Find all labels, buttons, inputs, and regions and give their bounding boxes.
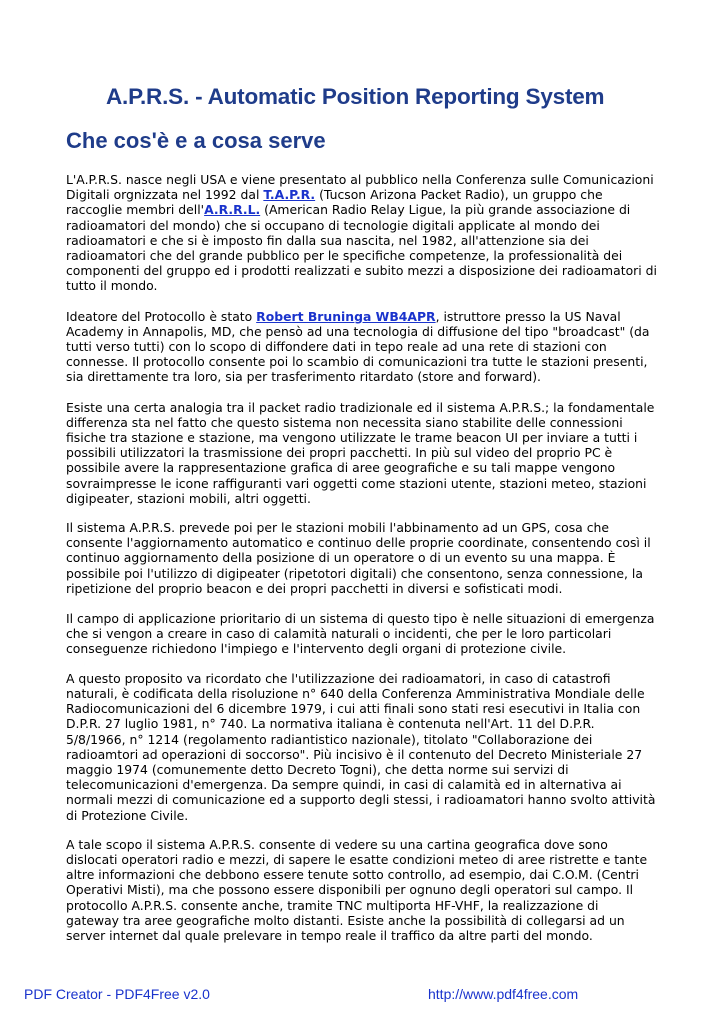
text-line: sovraimpresse le icone raffiguranti vari oggetti come stazioni utente, stazioni meteo, stazioni <box>66 475 647 491</box>
paragraph-6 <box>66 671 656 823</box>
text-line: digipeater, stazioni mobili, altri oggetti. <box>66 490 311 506</box>
text-line: ripetizione del proprio beacon e dei propri pacchetti in diversi e sofisticati modi. <box>66 580 563 596</box>
text-line: Esiste una certa analogia tra il packet radio tradizionale ed il sistema A.P.R.S.; la fondamentale <box>66 399 655 415</box>
footer-creator-link[interactable]: PDF Creator - PDF4Free v2.0 <box>24 986 210 1002</box>
document-page <box>66 84 656 943</box>
text-line: che si vengon a creare in caso di calamità naturali o incidenti, che per le loro particolari <box>66 626 612 642</box>
text-line: Academy in Annapolis, MD, che pensò ad una tecnologia di diffusione del tipo "broadcast" (da <box>66 323 650 339</box>
text-line: protocollo A.P.R.S. consente anche, tramite TNC multiporta HF-VHF, la realizzazione di <box>66 897 599 913</box>
text-line: consente l'aggiornamento automatico e continuo delle proprie coordinate, consentendo così il <box>66 535 651 551</box>
text-line: Operativi Misti), ma che possono essere disponibili per ognuno degli operatori sul campo. Il <box>66 882 634 898</box>
text-span: (Tucson Arizona Packet Radio), un gruppo che <box>315 187 603 203</box>
text-line <box>66 202 656 217</box>
text-span: (American Radio Relay Ligue, la più grande associazione di <box>260 202 631 218</box>
text-line: radioamatori del mondo) che si occupano di tecnologie digitali applicate al mondo dei <box>66 217 600 233</box>
text-line: tutti verso tutti) con lo scopo di diffondere dati in tepo reale ad una rete di stazioni con <box>66 339 607 355</box>
text-line: server internet dal quale prelevare in tempo reale il traffico da altre parti del mondo. <box>66 927 593 943</box>
footer-url-link[interactable]: http://www.pdf4free.com <box>428 986 579 1002</box>
text-line: differenza sta nel fatto che questo sistema non necessita siano stabilite delle connessioni <box>66 414 623 430</box>
text-line: Radiocomunicazioni del 6 dicembre 1979, i cui atti finali sono stati resi esecutivi in Italia con <box>66 701 641 717</box>
text-line: naturali, è codificata della risoluzione n° 640 della Conferenza Amministrativa Mondiale delle <box>66 685 645 701</box>
text-line: L'A.P.R.S. nasce negli USA e viene presentato al pubblico nella Conferenza sulle Comunicazioni <box>66 172 654 187</box>
text-line: Il sistema A.P.R.S. prevede poi per le stazioni mobili l'abbinamento ad un GPS, cosa che <box>66 520 610 536</box>
bruninga-link[interactable]: Robert Bruninga WB4APR <box>256 308 436 324</box>
paragraph-5 <box>66 611 656 657</box>
text-line: radioamatori che del grande pubblico per le specifiche competenze, la professionalità dei <box>66 248 623 264</box>
text-line: altre informazioni che debbono essere tenute sotto controllo, ad esempio, dai C.O.M. (Centri <box>66 867 639 883</box>
text-line: possibile avere la rappresentazione grafica di aree geografiche e su tali mappe vengono <box>66 460 616 476</box>
paragraph-7 <box>66 837 656 943</box>
text-line: di Protezione Civile. <box>66 807 189 823</box>
text-line: 5/8/1966, n° 1214 (regolamento radiantistico nazionale), titolato "Collaborazione dei <box>66 731 593 747</box>
text-line: connesse. Il protocollo consente poi lo scambio di comunicazioni tra tutte le stazioni presenti, <box>66 354 648 370</box>
text-span: Digitali orgnizzata nel 1992 dal <box>66 187 264 203</box>
page-title: A.P.R.S. - Automatic Position Reporting System <box>106 84 605 109</box>
paragraph-3 <box>66 400 656 506</box>
text-line: conseguenze richiedono l'impiego e l'intervento degli organi di protezione civile. <box>66 641 567 657</box>
tapr-link[interactable]: T.A.P.R. <box>263 187 316 203</box>
paragraph-2 <box>66 309 656 385</box>
text-line: A tale scopo il sistema A.P.R.S. consente di vedere su una cartina geografica dove sono <box>66 836 608 852</box>
paragraph-1 <box>66 172 656 294</box>
text-line: possibili utilizzatori la trasmissione dei propri pacchetti. In più sul video del proprio PC è <box>66 445 613 461</box>
text-span: Ideatore del Protocollo è stato <box>66 308 257 324</box>
text-line: A questo proposito va ricordato che l'utilizzazione dei radioamatori, in caso di catastrofi <box>66 670 611 686</box>
text-line: gateway tra aree geografiche molto distanti. Esiste anche la possibilità di collegarsi ad un <box>66 912 625 928</box>
text-line: componenti del gruppo ed i prodotti realizzati e subito mezzi a disposizione dei radioamatori di <box>66 263 657 279</box>
text-line: normali mezzi di comunicazione ed a supporto degli stessi, i radioamatori hanno svolto attività <box>66 792 656 808</box>
text-line: Il campo di applicazione prioritario di un sistema di questo tipo è nelle situazioni di emergenza <box>66 611 655 627</box>
text-line <box>66 309 656 324</box>
text-line: continuo aggiornamento della posizione di un operatore o di un evento su una mappa. È <box>66 550 616 566</box>
text-line: radioamtori ad operazioni di soccorso". Più incisivo è il contenuto del Decreto Ministeriale 27 <box>66 746 643 762</box>
text-line: radioamatori e che si è imposto fin dalla sua nascita, nel 1982, all'attenzione sia dei <box>66 232 589 248</box>
text-span: raccoglie membri dell' <box>66 202 205 218</box>
text-line <box>66 187 656 202</box>
text-line: tutto il mondo. <box>66 278 158 294</box>
text-line: D.P.R. 27 luglio 1981, n° 740. La normativa italiana è contenuta nell'Art. 11 del D.P.R. <box>66 716 595 732</box>
text-span: , istruttore presso la US Naval <box>435 308 621 324</box>
paragraph-4 <box>66 520 656 596</box>
text-line: fisiche tra stazione e stazione, ma vengono utilizzate le trame beacon UI per inviare a tutti i <box>66 430 638 446</box>
text-line: sia direttamente tra loro, sia per trasferimento ritardato (store and forward). <box>66 369 541 385</box>
section-heading: Che cos'è e a cosa serve <box>66 128 326 153</box>
text-line: maggio 1974 (comunemente detto Decreto Togni), che detta norme sui servizi di <box>66 761 569 777</box>
text-line: dislocati operatori radio e mezzi, di sapere le esatte condizioni meteo di aree ristrette e tante <box>66 851 648 867</box>
text-line: telecomunicazioni d'emergenza. Da sempre quindi, in casi di calamità ed in alternativa ai <box>66 777 622 793</box>
text-line: possibile poi l'utilizzo di digipeater (ripetotori digitali) che consentono, senza connessione, la <box>66 565 643 581</box>
arrl-link[interactable]: A.R.R.L. <box>204 202 261 218</box>
